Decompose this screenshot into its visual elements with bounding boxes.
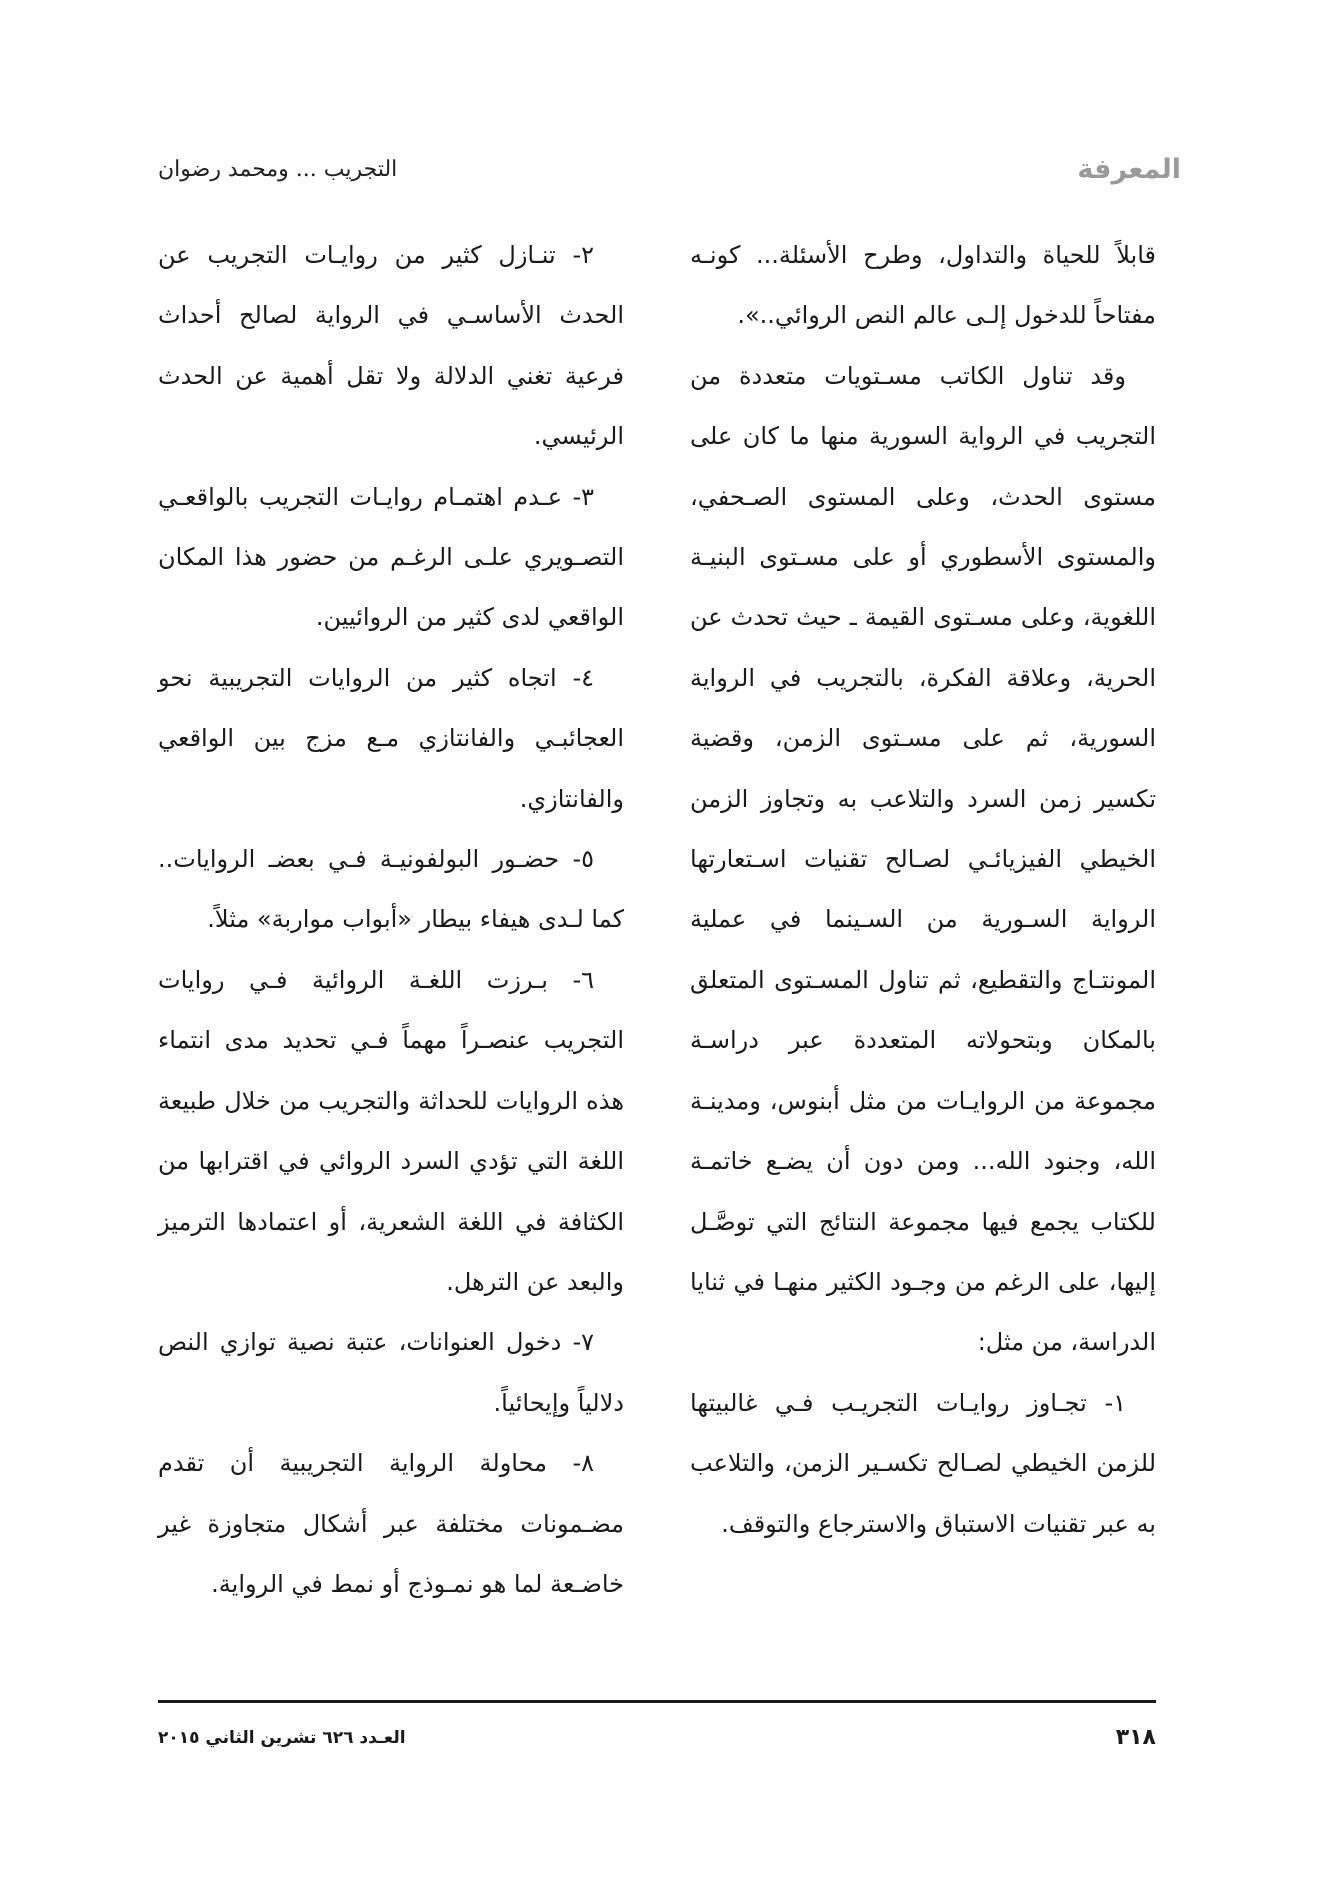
text-column-left <box>158 225 624 1614</box>
page-header <box>158 150 1181 190</box>
list-item: ٣- عـدم اهتمـام روايـات التجريب بالواقعـي التصـويري علـى الرغـم من حضور هذا المكان الواقعي لدى كثير من الروائيين. <box>158 482 624 632</box>
text-column-right <box>690 225 1156 1554</box>
list-item: ٧- دخول العنوانات، عتبة نصية توازي النص دلالياً وإيحائياً. <box>158 1328 624 1417</box>
paragraph: ١- تجـاوز روايـات التجريـب فـي غالبيتها للزمن الخيطي لصـالح تكسـير الزمن، والتلاعب به عبر تقنيات الاستباق والاسترجاع والتوقف. <box>690 1388 1156 1538</box>
page-number: ٣١٨ <box>1115 1725 1156 1750</box>
paragraph: قابلاً للحياة والتداول، وطرح الأسئلة... كونـه مفتاحاً للدخول إلـى عالم النص الروائي..». <box>690 241 1156 330</box>
list-item: ٥- حضـور البولفونيـة فـي بعضـ الروايات.. كما لـدى هيفاء بيطار «أبواب مواربة» مثلاً. <box>158 845 624 934</box>
list-item: ٨- محاولة الرواية التجريبية أن تقدم مضـمونات مختلفة عبر أشكال متجاوزة غير خاضـعة لما هو نمـوذج أو نمط في الرواية. <box>158 1449 624 1598</box>
paragraph: وقد تناول الكاتب مسـتويات متعددة من التجريب في الرواية السورية منها ما كان على مستوى الحدث، وعلى المستوى الصـحفي، والمستوى الأسطوري أو على مسـتوى البنيـة اللغوية، وعلى مسـتوى القيمة ـ حيث تحدث عن الحرية، وعلاقة الفكرة، بالتجريب في الرواية السورية، ثم على مسـتوى الزمن، وقضية تكسير زمن السرد والتلاعب به وتجاوز الزمن الخيطي الفيزيائـي لصـالح تقنيات اسـتعارتها الرواية السـورية من السـينما في عملية المونتـاج والتقطيع، ثم تناول المسـتوى المتعلق بالمكان وبتحولاته المتعددة عبر دراسـة مجموعة من الروايـات من مثل أبنوس، ومدينـة الله، وجنود الله... ومن دون أن يضـع خاتمـة للكتاب يجمع فيها مجموعة النتائج التي توصَّـل إليها، على الرغم من وجـود الكثير منهـا في ثنايا الدراسة، من مثل: <box>690 361 1156 1357</box>
list-item: ٢- تنـازل كثير من روايـات التجريب عن الحدث الأساسـي في الرواية لصالح أحداث فرعية تغني الدلالة ولا تقل أهمية عن الحدث الرئيسي. <box>158 241 624 451</box>
magazine-logo: المعرفة <box>1077 154 1181 185</box>
list-item: ٤- اتجاه كثير من الروايات التجريبية نحو العجائبـي والفانتازي مـع مزج بين الواقعي والفانتازي. <box>158 663 624 813</box>
issue-info: العـدد ٦٢٦ تشرين الثاني ٢٠١٥ <box>158 1728 406 1748</box>
running-title: التجريب ... ومحمد رضوان <box>158 157 398 182</box>
footer-divider <box>158 1700 1156 1703</box>
list-item: ٦- بـرزت اللغـة الروائية فـي روايات التجريب عنصـراً مهماً فـي تحديد مدى انتماء هذه الروايات للحداثة والتجريب من خلال طبيعة اللغة التي تؤدي السرد الروائي في اقترابها من الكثافة في اللغة الشعرية، أو اعتمادها الترميز والبعد عن الترهل. <box>158 965 624 1296</box>
